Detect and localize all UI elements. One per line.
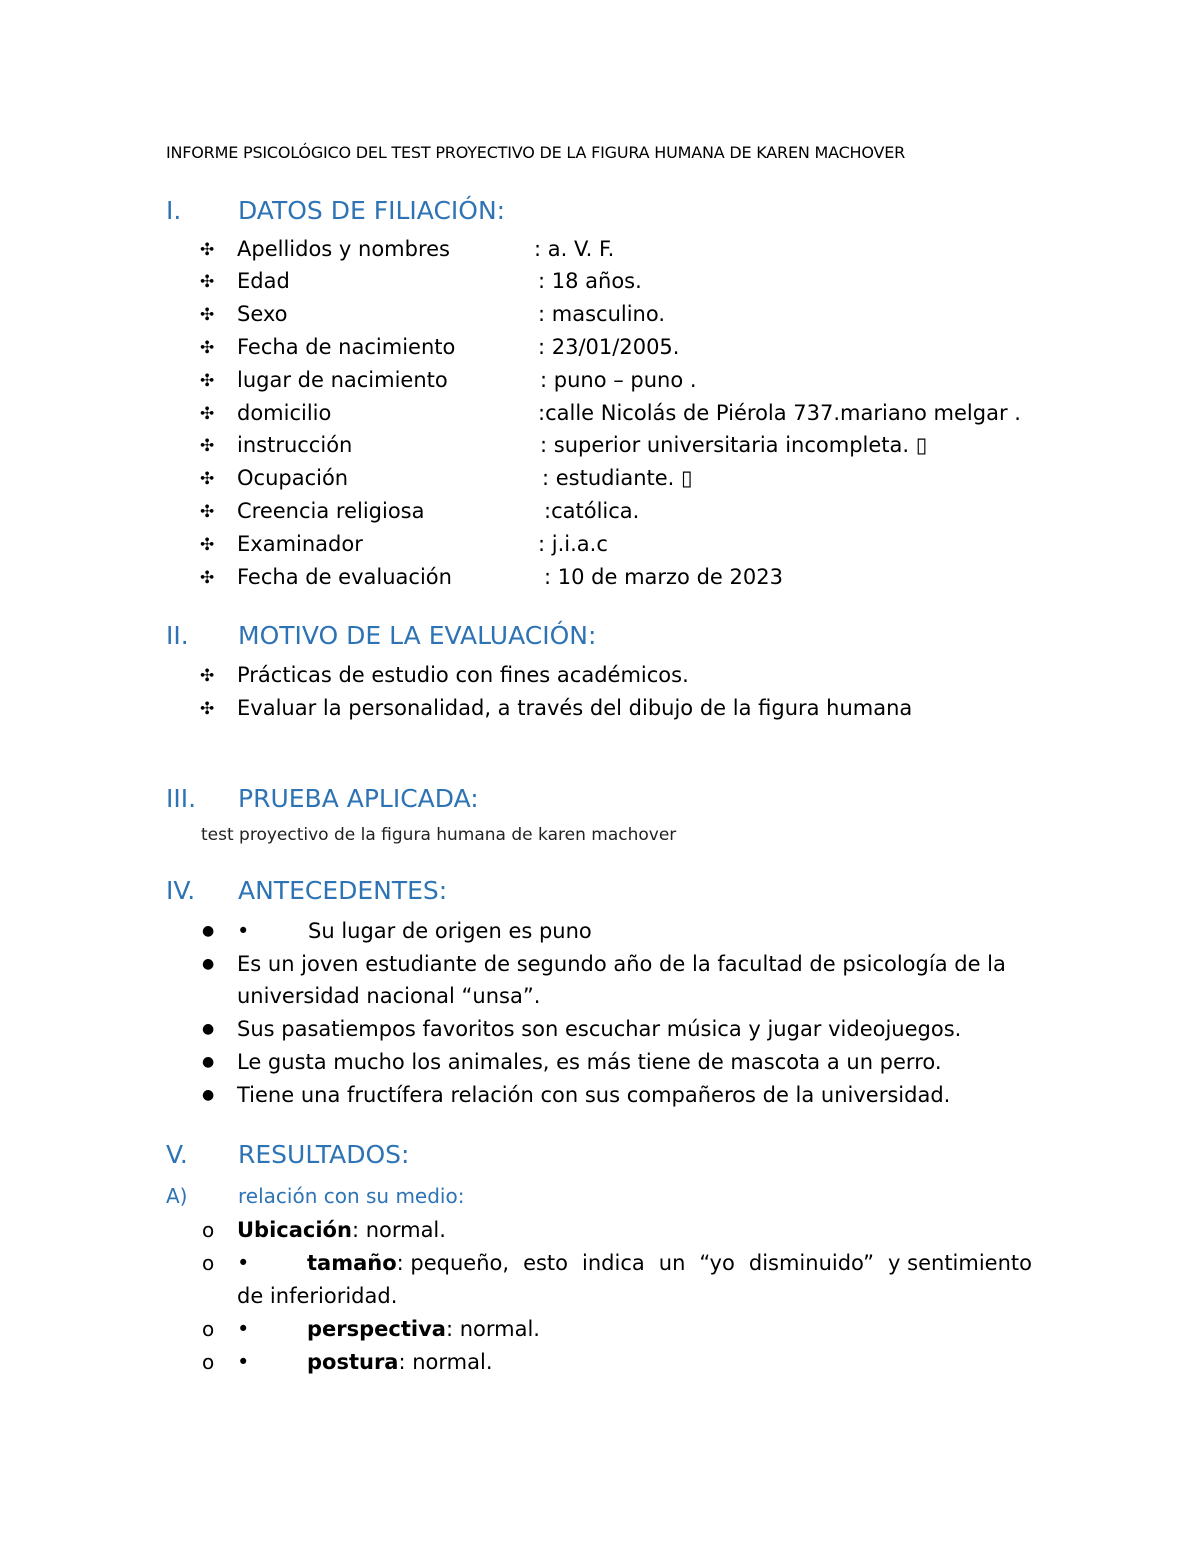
diamond-bullet-icon: ✣ — [200, 502, 215, 522]
result-word: y sentimiento — [888, 1251, 1032, 1275]
diamond-bullet-icon: ✣ — [200, 436, 215, 456]
dot-bullet-icon: ● — [202, 923, 215, 939]
antecedente-text: universidad nacional “unsa”. — [237, 984, 541, 1008]
document-title: INFORME PSICOLÓGICO DEL TEST PROYECTIVO DE LA FIGURA HUMANA DE KAREN MACHOVER — [166, 143, 906, 162]
filiacion-value: : superior universitaria incompleta. ▯ — [540, 433, 928, 457]
section-number: V. — [166, 1140, 188, 1169]
result-label: postura — [307, 1350, 399, 1374]
filiacion-label: Sexo — [237, 302, 288, 326]
filiacion-value: : j.i.a.c — [538, 532, 608, 556]
filiacion-label: domicilio — [237, 401, 332, 425]
filiacion-label: lugar de nacimiento — [237, 368, 448, 392]
diamond-bullet-icon: ✣ — [200, 305, 215, 325]
result-value: : normal. — [398, 1350, 493, 1374]
filiacion-value: : estudiante. ▯ — [542, 466, 693, 490]
circle-bullet-icon: o — [202, 1317, 215, 1341]
section-number: III. — [166, 784, 197, 813]
inline-bullet: • — [237, 1251, 250, 1275]
antecedente-text: Le gusta mucho los animales, es más tiene de mascota a un perro. — [237, 1050, 942, 1074]
filiacion-value: : puno – puno . — [540, 368, 697, 392]
dot-bullet-icon: ● — [202, 1054, 215, 1070]
diamond-bullet-icon: ✣ — [200, 535, 215, 555]
section-number: I. — [166, 196, 182, 225]
diamond-bullet-icon: ✣ — [200, 666, 215, 686]
diamond-bullet-icon: ✣ — [200, 699, 215, 719]
diamond-bullet-icon: ✣ — [200, 240, 215, 260]
filiacion-value: : masculino. — [538, 302, 666, 326]
section-number: IV. — [166, 876, 196, 905]
antecedente-text: Tiene una fructífera relación con sus compañeros de la universidad. — [237, 1083, 951, 1107]
result-word: : pequeño, — [396, 1251, 510, 1275]
subsection-title: relación con su medio: — [238, 1184, 465, 1208]
section-heading-prueba — [166, 782, 479, 816]
dot-bullet-icon: ● — [202, 1021, 215, 1037]
section-heading-resultados — [166, 1138, 409, 1172]
result-value: : normal. — [445, 1317, 540, 1341]
circle-bullet-icon: o — [202, 1218, 215, 1242]
result-word: esto — [523, 1251, 569, 1275]
filiacion-value: :católica. — [544, 499, 640, 523]
subsection-heading — [166, 1181, 464, 1211]
filiacion-label: Edad — [237, 269, 290, 293]
result-value: : normal. — [351, 1218, 446, 1242]
motivo-text: Prácticas de estudio con fines académicos. — [237, 663, 689, 687]
result-word: indica — [582, 1251, 645, 1275]
filiacion-value: : 10 de marzo de 2023 — [544, 565, 783, 589]
diamond-bullet-icon: ✣ — [200, 371, 215, 391]
section-heading-antecedentes — [166, 874, 447, 908]
result-label: perspectiva — [307, 1317, 446, 1341]
section-heading-datos-filiacion — [166, 194, 505, 228]
filiacion-value: :calle Nicolás de Piérola 737.mariano melgar . — [538, 401, 1021, 425]
filiacion-label: Examinador — [237, 532, 363, 556]
antecedente-text: Su lugar de origen es puno — [308, 919, 592, 943]
section-number: II. — [166, 621, 189, 650]
filiacion-label: Fecha de nacimiento — [237, 335, 456, 359]
circle-bullet-icon: o — [202, 1350, 215, 1374]
result-word: “yo — [699, 1251, 735, 1275]
diamond-bullet-icon: ✣ — [200, 272, 215, 292]
inline-bullet: • — [237, 1317, 250, 1341]
filiacion-label: Fecha de evaluación — [237, 565, 452, 589]
filiacion-label: Apellidos y nombres — [237, 237, 450, 261]
filiacion-value: : 23/01/2005. — [538, 335, 680, 359]
diamond-bullet-icon: ✣ — [200, 469, 215, 489]
filiacion-label: Ocupación — [237, 466, 349, 490]
section-title: RESULTADOS: — [238, 1140, 410, 1169]
prueba-text: test proyectivo de la figura humana de karen machover — [201, 825, 677, 845]
filiacion-value: : 18 años. — [538, 269, 642, 293]
inline-bullet: • — [237, 919, 250, 943]
antecedente-text: Sus pasatiempos favoritos son escuchar música y jugar videojuegos. — [237, 1017, 962, 1041]
result-value: de inferioridad. — [237, 1284, 398, 1308]
circle-bullet-icon: o — [202, 1251, 215, 1275]
result-label: Ubicación — [237, 1218, 352, 1242]
section-title: MOTIVO DE LA EVALUACIÓN: — [238, 621, 597, 650]
filiacion-value: : a. V. F. — [534, 237, 615, 261]
result-label: tamaño — [307, 1251, 397, 1275]
result-word: disminuido” — [748, 1251, 875, 1275]
result-word: un — [658, 1251, 686, 1275]
section-title: DATOS DE FILIACIÓN: — [238, 196, 506, 225]
inline-bullet: • — [237, 1350, 250, 1374]
section-title: ANTECEDENTES: — [238, 876, 448, 905]
filiacion-label: instrucción — [237, 433, 353, 457]
diamond-bullet-icon: ✣ — [200, 404, 215, 424]
dot-bullet-icon: ● — [202, 956, 215, 972]
diamond-bullet-icon: ✣ — [200, 568, 215, 588]
motivo-text: Evaluar la personalidad, a través del dibujo de la figura humana — [237, 696, 913, 720]
dot-bullet-icon: ● — [202, 1087, 215, 1103]
antecedente-text: Es un joven estudiante de segundo año de la facultad de psicología de la — [237, 952, 1006, 976]
section-heading-motivo — [166, 619, 596, 653]
diamond-bullet-icon: ✣ — [200, 338, 215, 358]
section-title: PRUEBA APLICADA: — [238, 784, 479, 813]
filiacion-label: Creencia religiosa — [237, 499, 425, 523]
result-justified-line — [237, 1247, 1032, 1280]
subsection-number: A) — [166, 1184, 188, 1208]
